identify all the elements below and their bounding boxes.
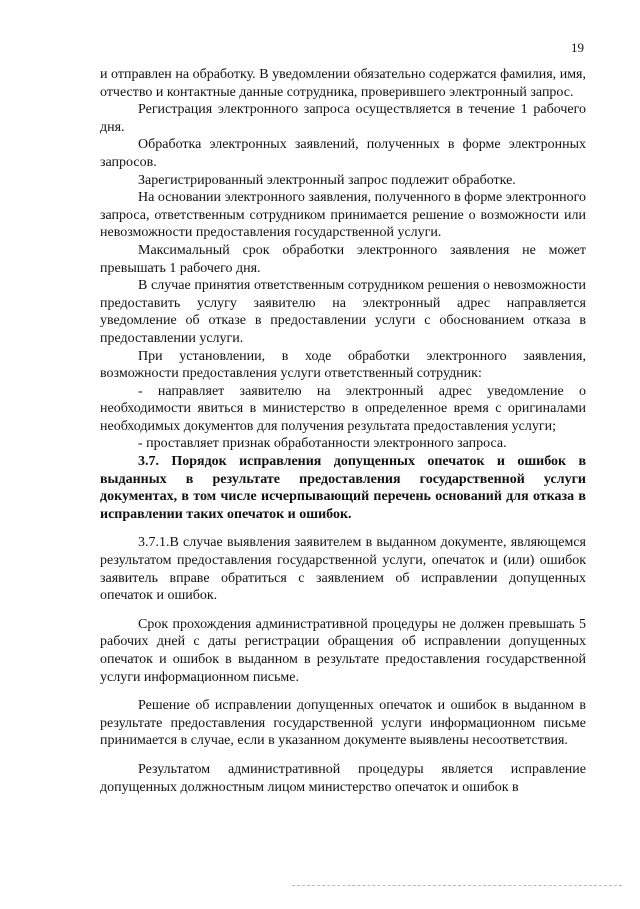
section-heading-3-7: 3.7. Порядок исправления допущенных опечаток и ошибок в выданных в результате предоставления государственной услуги документах, в том числе исчерпывающий перечень оснований для отказа в исправлении таких опечаток и ошибок. xyxy=(100,454,586,522)
paragraph-notify-applicant: - направляет заявителю на электронный адрес уведомление о необходимости явиться в министерство в определенное время с оригиналами необходимых документов для получения результата предоставления услуги; xyxy=(100,383,586,434)
paragraph-continuation: и отправлен на обработку. В уведомлении обязательно содержатся фамилия, имя, отчество и контактные данные сотрудника, проверившего электронный запрос. xyxy=(100,67,586,100)
paragraph-decision: На основании электронного заявления, полученного в форме электронного запроса, ответственным сотрудником принимается решение о возможности или невозможности предоставления государственной услуги. xyxy=(100,190,586,241)
paragraph-mark-processed: - проставляет признак обработанности электронного запроса. xyxy=(138,436,507,452)
scan-footer-line xyxy=(292,885,622,886)
paragraph-3-7-1: 3.7.1.В случае выявления заявителем в выданном документе, являющемся результатом предоставления государственной услуги, опечаток и (или) ошибок заявитель вправе обратиться с заявлением об исправлении допущенных опечаток и ошибок. xyxy=(100,535,586,604)
paragraph-refusal: В случае принятия ответственным сотрудником решения о невозможности предоставить услугу заявителю на электронный адрес направляется уведомление об отказе в предоставлении услуги с обоснованием отказа в предоставлении услуги. xyxy=(100,278,586,346)
paragraph-possibility: При установлении, в ходе обработки электронного заявления, возможности предоставления услуги ответственный сотрудник: xyxy=(100,348,586,382)
paragraph-term: Срок прохождения административной процедуры не должен превышать 5 рабочих дней с даты регистрации обращения об исправлении допущенных опечаток и ошибок в выданном в результате предоставления государственной услуги информационном письме. xyxy=(100,616,586,685)
paragraph-correction-decision: Решение об исправлении допущенных опечаток и ошибок в выданном в результате предоставления государственной услуги информационном письме принимается в случае, если в указанном документе выявлены несоответствия. xyxy=(100,698,586,749)
page-number: 19 xyxy=(571,40,584,55)
paragraph-registration: Регистрация электронного запроса осуществляется в течение 1 рабочего дня. xyxy=(100,102,586,135)
paragraph-max-term: Максимальный срок обработки электронного заявления не может превышать 1 рабочего дня. xyxy=(100,242,586,276)
paragraph-registered-request: Зарегистрированный электронный запрос подлежит обработке. xyxy=(138,172,516,188)
document-body xyxy=(100,66,586,796)
paragraph-processing: Обработка электронных заявлений, полученных в форме электронных запросов. xyxy=(100,137,586,170)
paragraph-result: Результатом административной процедуры является исправление допущенных должностным лицом министерство опечаток и ошибок в xyxy=(100,761,586,795)
